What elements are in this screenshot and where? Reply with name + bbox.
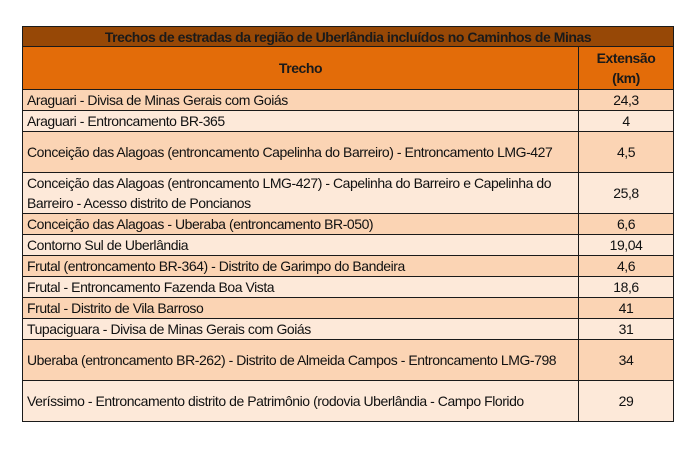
trecho-cell: Frutal - Distrito de Vila Barroso: [23, 298, 579, 319]
table-row: [23, 256, 674, 277]
km-cell: 19,04: [579, 235, 674, 256]
table-row: [23, 277, 674, 298]
table-row: [23, 173, 674, 214]
roads-table: [22, 26, 674, 422]
table-row: [23, 90, 674, 111]
table-row: [23, 340, 674, 381]
trecho-cell: Araguari - Entroncamento BR-365: [23, 111, 579, 132]
trecho-cell: Conceição das Alagoas - Uberaba (entroncamento BR-050): [23, 214, 579, 235]
table-header-row: [23, 47, 674, 90]
km-cell: 25,8: [579, 173, 674, 214]
trecho-cell: Araguari - Divisa de Minas Gerais com Goiás: [23, 90, 579, 111]
table-row: [23, 298, 674, 319]
km-cell: 41: [579, 298, 674, 319]
table-row: [23, 111, 674, 132]
km-cell: 18,6: [579, 277, 674, 298]
trecho-cell: Veríssimo - Entroncamento distrito de Patrimônio (rodovia Uberlândia - Campo Florido: [23, 381, 579, 422]
km-cell: 4,5: [579, 132, 674, 173]
trecho-cell: Frutal (entroncamento BR-364) - Distrito de Garimpo do Bandeira: [23, 256, 579, 277]
table-row: [23, 381, 674, 422]
table-row: [23, 235, 674, 256]
km-cell: 4: [579, 111, 674, 132]
km-cell: 4,6: [579, 256, 674, 277]
trecho-cell: Uberaba (entroncamento BR-262) - Distrito de Almeida Campos - Entroncamento LMG-798: [23, 340, 579, 381]
km-cell: 34: [579, 340, 674, 381]
table-row: [23, 132, 674, 173]
table-row: [23, 214, 674, 235]
km-cell: 29: [579, 381, 674, 422]
header-trecho: Trecho: [23, 47, 579, 90]
table-title: Trechos de estradas da região de Uberlândia incluídos no Caminhos de Minas: [23, 27, 674, 47]
trecho-cell: Tupaciguara - Divisa de Minas Gerais com Goiás: [23, 319, 579, 340]
trecho-cell: Conceição das Alagoas (entroncamento Capelinha do Barreiro) - Entroncamento LMG-427: [23, 132, 579, 173]
trecho-cell: Frutal - Entroncamento Fazenda Boa Vista: [23, 277, 579, 298]
trecho-cell: Contorno Sul de Uberlândia: [23, 235, 579, 256]
table-row: [23, 319, 674, 340]
km-cell: 24,3: [579, 90, 674, 111]
km-cell: 6,6: [579, 214, 674, 235]
header-extensao: Extensão (km): [579, 47, 674, 90]
km-cell: 31: [579, 319, 674, 340]
trecho-cell: Conceição das Alagoas (entroncamento LMG-427) - Capelinha do Barreiro e Capelinha do Barreiro - Acesso distrito de Poncianos: [23, 173, 579, 214]
table-title-row: [23, 27, 674, 47]
